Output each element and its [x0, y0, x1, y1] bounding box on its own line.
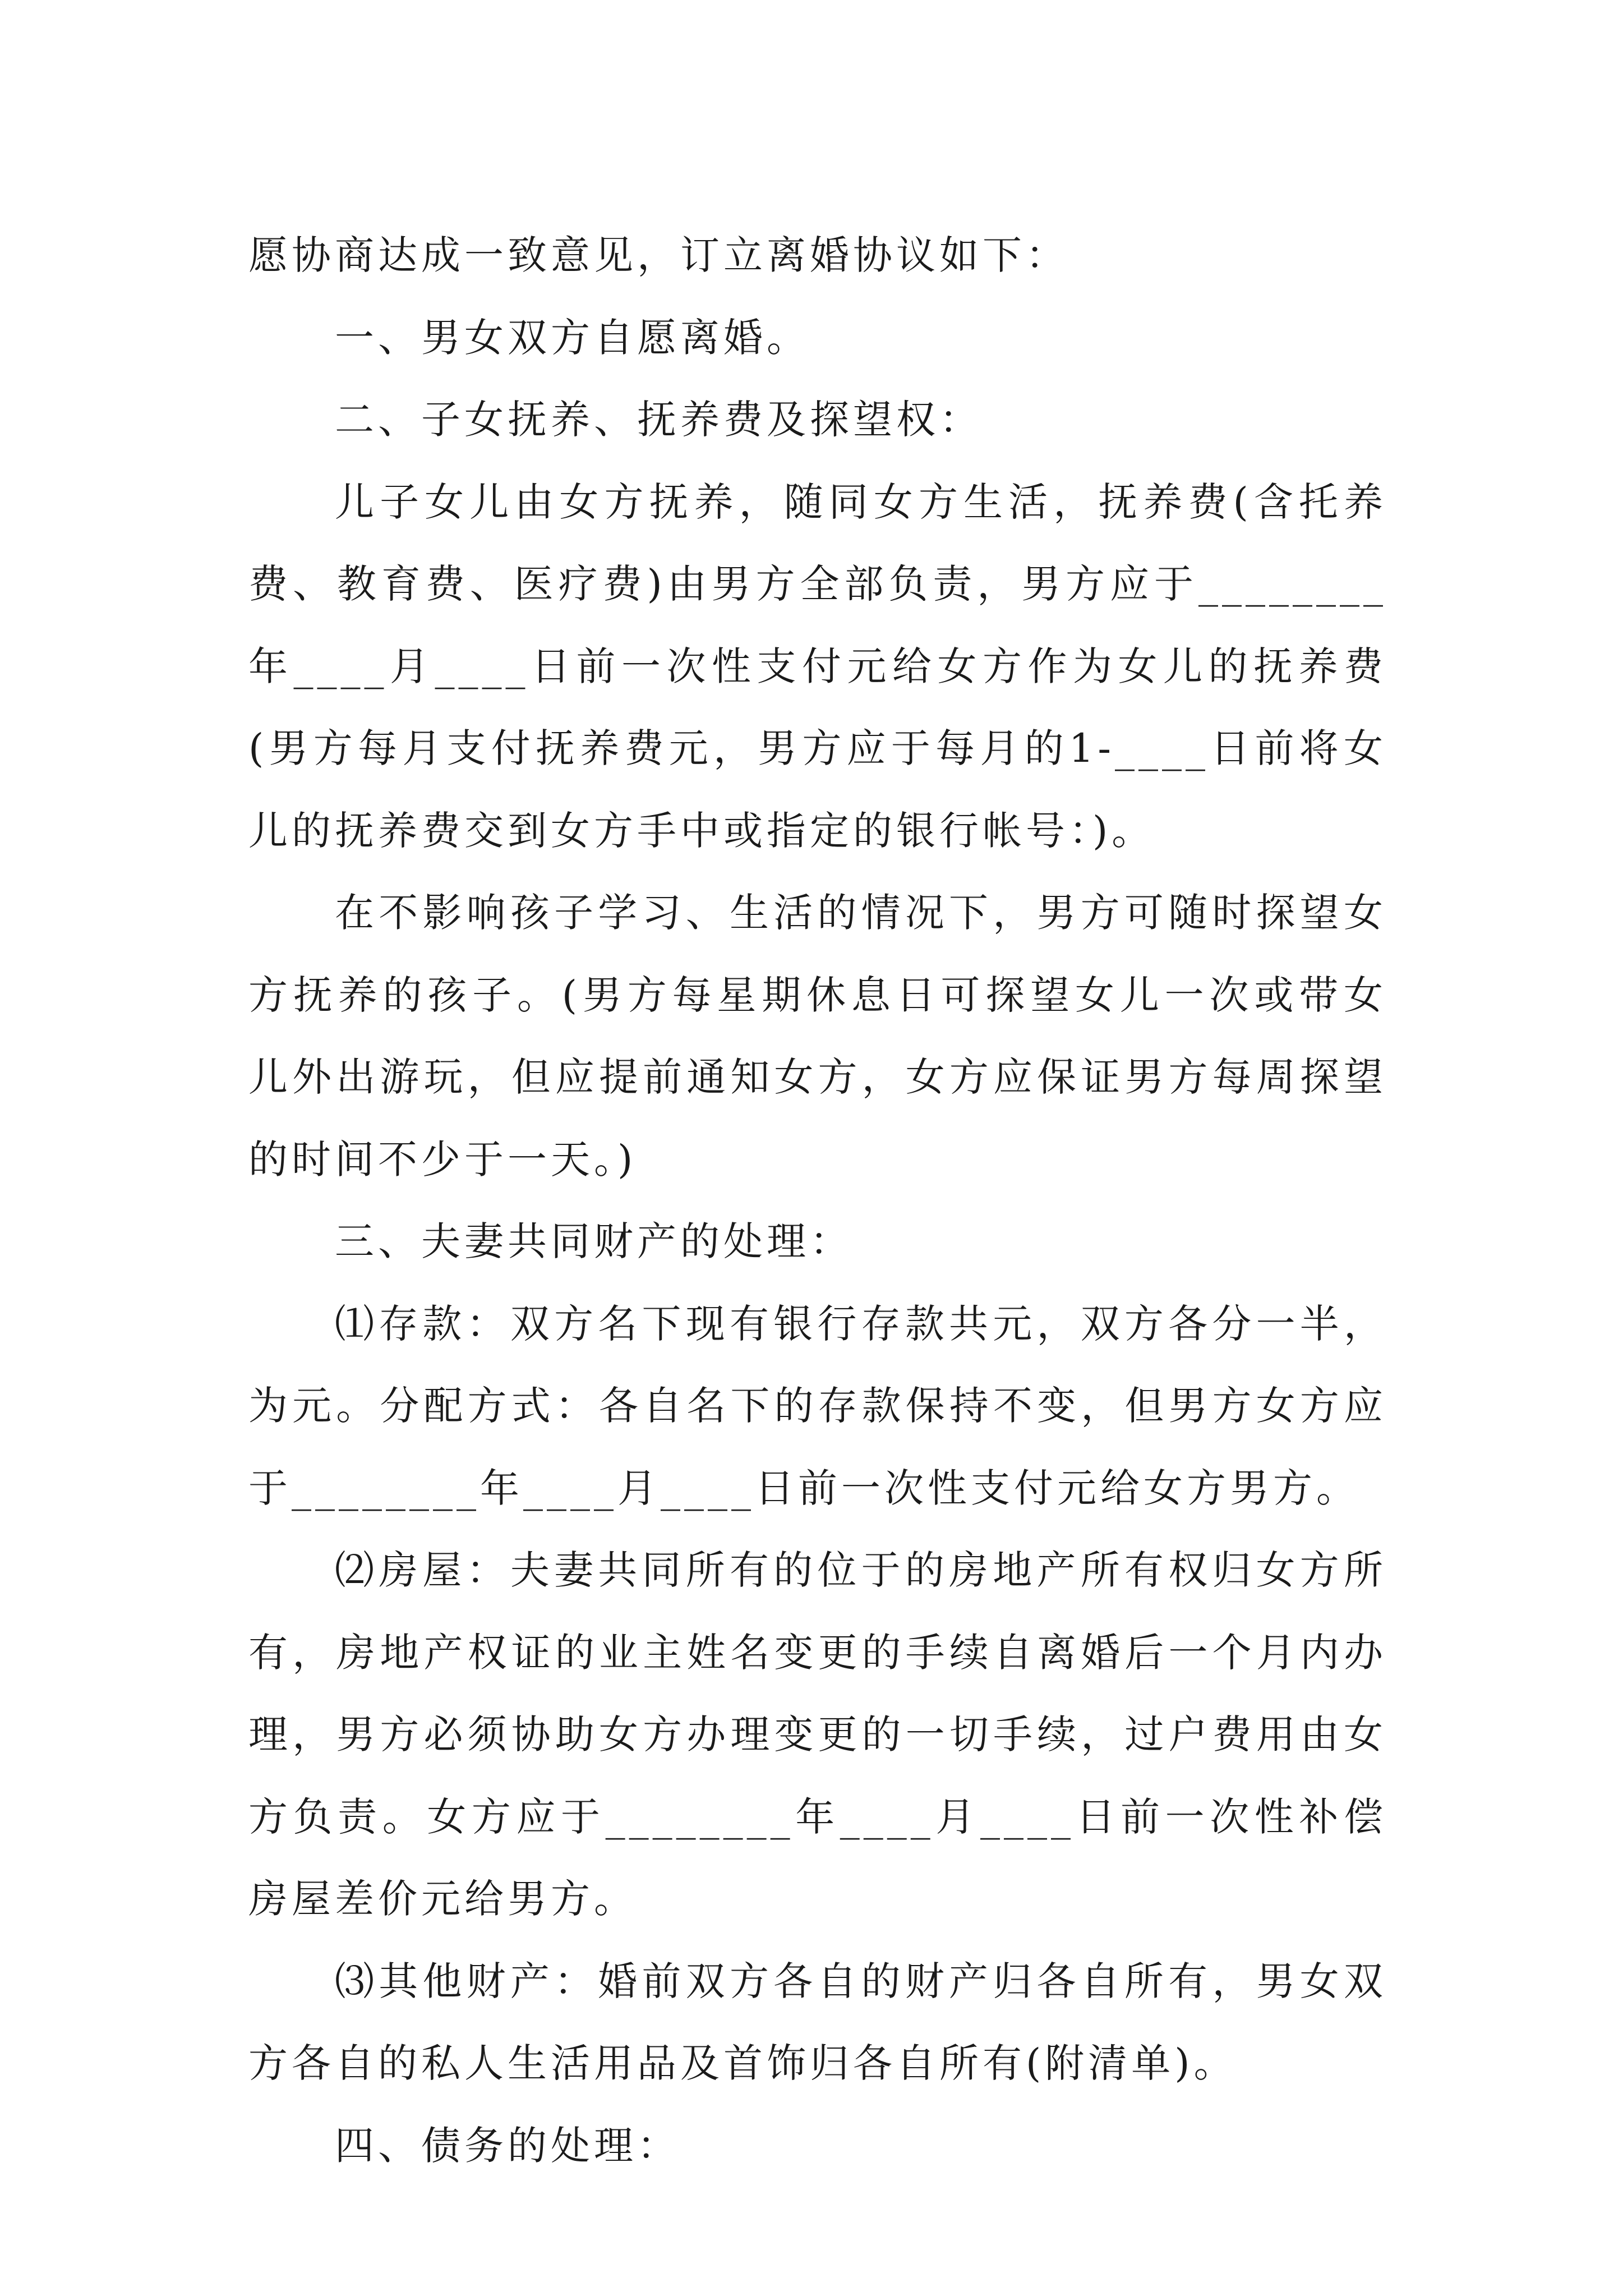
paragraph-savings: ⑴存款：双方名下现有银行存款共元，双方各分一半，为元。分配方式：各自名下的存款保持不变，但男方女方应于________年____月____日前一次性支付元给女方男方。: [248, 1300, 1387, 1511]
paragraph-visitation: 在不影响孩子学习、生活的情况下，男方可随时探望女方抚养的孩子。(男方每星期休息日可探望女儿一次或带女儿外出游玩，但应提前通知女方，女方应保证男方每周探望的时间不少于一天。): [248, 890, 1387, 1182]
clause-3-heading-property: 三、夫妻共同财产的处理：: [335, 1218, 853, 1264]
agreement-body: [248, 214, 1387, 2187]
paragraph-other-property: ⑶其他财产：婚前双方各自的财产归各自所有，男女双方各自的私人生活用品及首饰归各自所有(附清单)。: [248, 1958, 1387, 2086]
paragraph-house: ⑵房屋：夫妻共同所有的位于的房地产所有权归女方所有，房地产权证的业主姓名变更的手续自离婚后一个月内办理，男方必须协助女方办理变更的一切手续，过户费用由女方负责。女方应于________年____月____日前一次性补偿房屋差价元给男方。: [248, 1547, 1387, 1922]
clause-2-heading-child-custody: 二、子女抚养、抚养费及探望权：: [335, 397, 983, 443]
clause-4-heading-debts: 四、债务的处理：: [335, 2122, 680, 2169]
clause-1-voluntary-divorce: 一、男女双方自愿离婚。: [335, 314, 810, 361]
paragraph-intro: 愿协商达成一致意见，订立离婚协议如下：: [248, 232, 1069, 278]
paragraph-child-support: 儿子女儿由女方抚养，随同女方生活，抚养费(含托养费、教育费、医疗费)由男方全部负责，男方应于________年____月____日前一次性支付元给女方作为女儿的抚养费(男方每月支付抚养费元，男方应于每月的1-____日前将女儿的抚养费交到女方手中或指定的银行帐号：)。: [248, 478, 1387, 854]
